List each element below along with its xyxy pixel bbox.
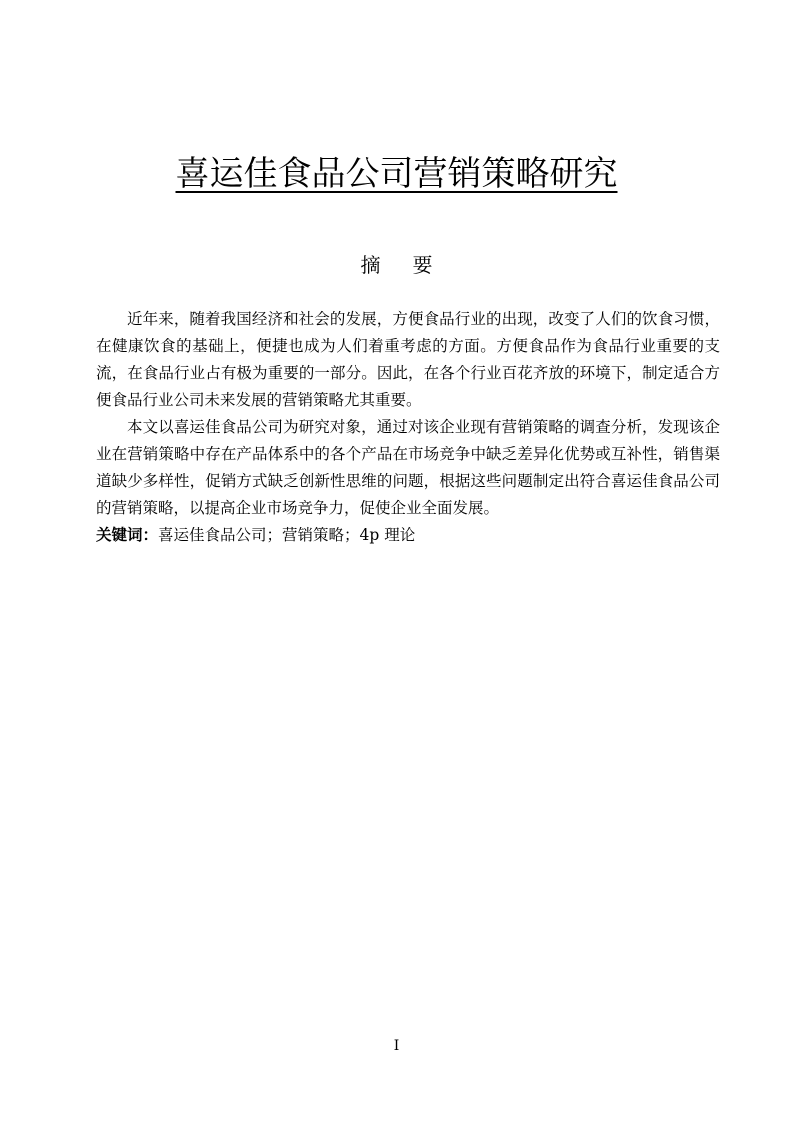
page-title-text: 喜运佳食品公司营销策略研究 [175,154,618,194]
abstract-heading: 摘要 [360,253,465,277]
keywords-label: 关键词： [96,526,159,544]
keywords-line [96,522,720,549]
abstract-paragraph-1: 近年来，随着我国经济和社会的发展，方便食品行业的出现，改变了人们的饮食习惯，在健康饮食的基础上，便捷也成为人们着重考虑的方面。方便食品作为食品行业重要的支流，在食品行业占有极为重要的一部分。因此，在各个行业百花齐放的环境下，制定适合方便食品行业公司未来发展的营销策略尤其重要。 [96,310,720,409]
page-title [0,148,793,200]
abstract-body [96,306,720,549]
page-number: I [393,1038,400,1054]
keywords-text: 喜运佳食品公司；营销策略；4p 理论 [158,526,416,544]
abstract-paragraph-2: 本文以喜运佳食品公司为研究对象，通过对该企业现有营销策略的调查分析，发现该企业在营销策略中存在产品体系中的各个产品在市场竞争中缺乏差异化优势或互补性，销售渠道缺少多样性，促销方式缺乏创新性思维的问题，根据这些问题制定出符合喜运佳食品公司的营销策略，以提高企业市场竞争力，促使企业全面发展。 [96,418,720,517]
